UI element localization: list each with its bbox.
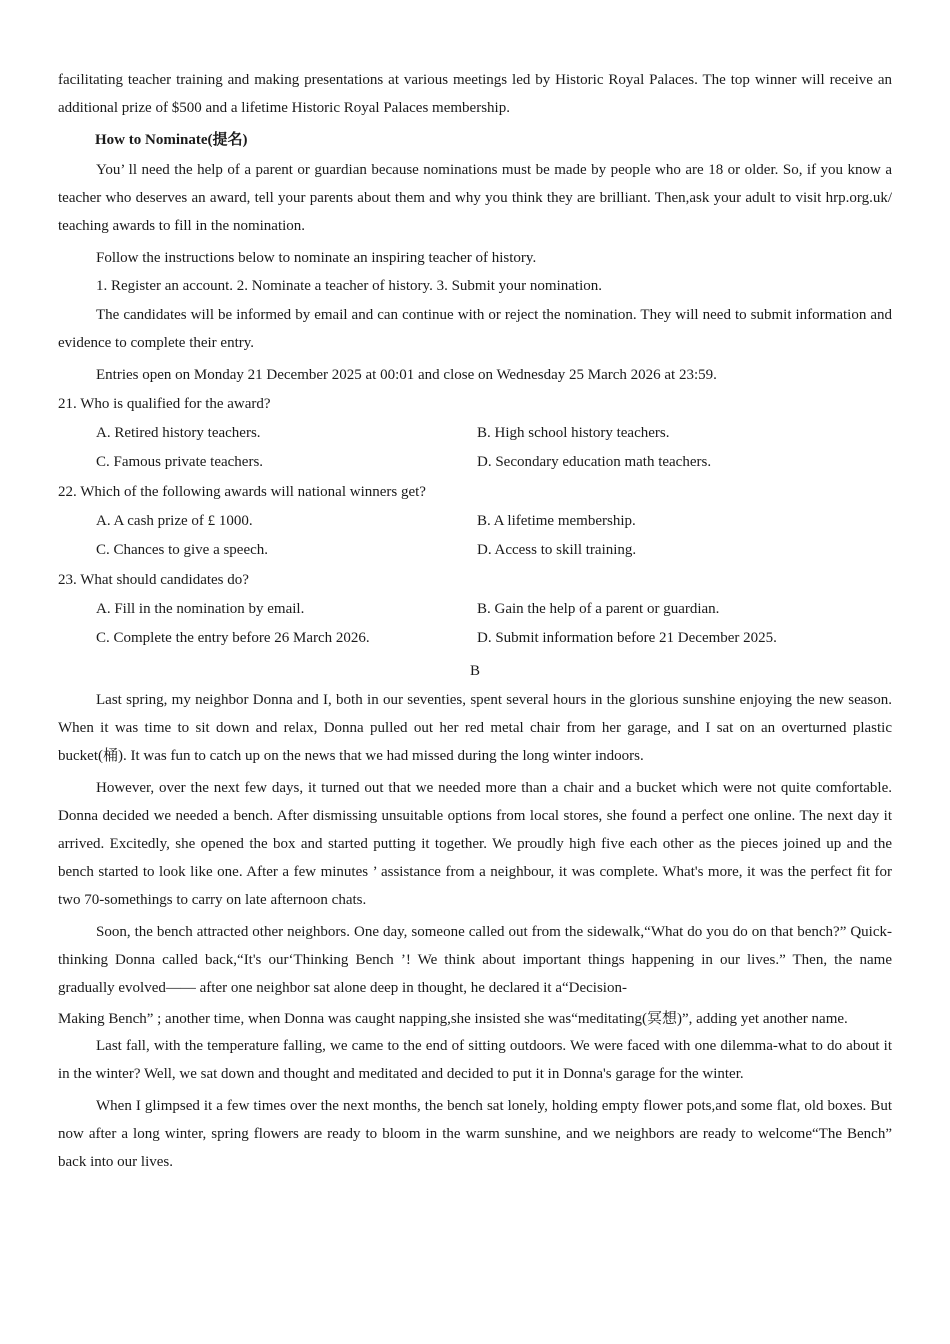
question-21 (58, 390, 892, 477)
question-stem: 22. Which of the following awards will national winners get? (58, 484, 426, 500)
option-a: A. A cash prize of £ 1000. (96, 513, 253, 529)
option-d: D. Submit information before 21 December 2025. (477, 630, 777, 646)
option-a: A. Fill in the nomination by email. (96, 601, 305, 617)
option-b: B. Gain the help of a parent or guardian. (477, 601, 720, 617)
nomination-steps: 1. Register an account. 2. Nominate a teacher of history. 3. Submit your nomination. (96, 278, 602, 294)
question-22 (58, 478, 892, 565)
document-page (58, 66, 892, 1176)
passage-b-paragraph: When I glimpsed it a few times over the next months, the bench sat lonely, holding empty flower pots,and some flat, old boxes. But now after a long winter, spring flowers are ready to bloom in the warm sunshine, and we neighbors are ready to welcome“The Bench” back into our lives. (58, 1098, 892, 1170)
passage-a-paragraph: The candidates will be informed by email and can continue with or reject the nomination. They will need to submit information and evidence to complete their entry. (58, 307, 892, 351)
question-stem: 21. Who is qualified for the award? (58, 396, 271, 412)
passage-a-continuation: facilitating teacher training and making presentations at various meetings led by Historic Royal Palaces. The top winner will receive an additional prize of $500 and a lifetime Historic Royal Palaces membership. (58, 72, 892, 116)
passage-b-paragraph: Last fall, with the temperature falling, we came to the end of sitting outdoors. We were faced with one dilemma-what to do about it in the winter? Well, we sat down and thought and meditated and decided to put it in Donna's garage for the winter. (58, 1038, 892, 1082)
question-23 (58, 566, 892, 653)
section-b-label: B (469, 663, 480, 679)
passage-b-paragraph: However, over the next few days, it turned out that we needed more than a chair and a bucket which were not quite comfortable. Donna decided we needed a bench. After dismissing unsuitable options from local stores, she found a perfect one online. The next day it arrived. Excitedly, she opened the box and started putting it together. We proudly high five each other as the pieces joined up and the bench started to look like one. After a few minutes ’ assistance from a neighbour, it was complete. What's more, it was the perfect fit for two 70-somethings to carry on late afternoon chats. (58, 780, 892, 908)
option-d: D. Secondary education math teachers. (477, 454, 712, 470)
answer-options (96, 595, 892, 653)
answer-options (96, 507, 892, 565)
passage-b-paragraph: Soon, the bench attracted other neighbors. One day, someone called out from the sidewalk,“What do you do on that bench?” Quick-thinking Donna called back,“It's our‘Thinking Bench ’! We think about important things happening in our lives.” Then, the name gradually evolved—— after one neighbor sat alone deep in thought, he declared it a“Decision- (58, 924, 892, 996)
entry-dates-paragraph: Entries open on Monday 21 December 2025 at 00:01 and close on Wednesday 25 March 2026 at 23:59. (96, 367, 717, 383)
how-to-nominate-heading: How to Nominate(提名) (95, 132, 248, 148)
option-d: D. Access to skill training. (477, 542, 637, 558)
passage-b-paragraph: Last spring, my neighbor Donna and I, both in our seventies, spent several hours in the glorious sunshine enjoying the new season. When it was time to sit down and relax, Donna pulled out her red metal chair from her garage, and I sat on an overturned plastic bucket(桶). It was fun to catch up on the news that we had missed during the long winter indoors. (58, 692, 892, 764)
option-b: B. A lifetime membership. (477, 513, 636, 529)
option-a: A. Retired history teachers. (96, 425, 261, 441)
option-c: C. Famous private teachers. (96, 454, 264, 470)
passage-b-paragraph-continued: Making Bench” ; another time, when Donna was caught napping,she insisted she was“meditating(冥想)”, adding yet another name. (58, 1011, 848, 1027)
passage-a-paragraph: You’ ll need the help of a parent or guardian because nominations must be made by people who are 18 or older. So, if you know a teacher who deserves an award, tell your parents about them and why you think they are brilliant. Then,ask your adult to visit hrp.org.uk/ teaching awards to fill in the nomination. (58, 162, 892, 234)
answer-options (96, 419, 892, 477)
option-b: B. High school history teachers. (477, 425, 670, 441)
question-stem: 23. What should candidates do? (58, 572, 249, 588)
option-c: C. Chances to give a speech. (96, 542, 269, 558)
option-c: C. Complete the entry before 26 March 2026. (96, 630, 370, 646)
passage-a-paragraph: Follow the instructions below to nominate an inspiring teacher of history. (96, 250, 537, 266)
